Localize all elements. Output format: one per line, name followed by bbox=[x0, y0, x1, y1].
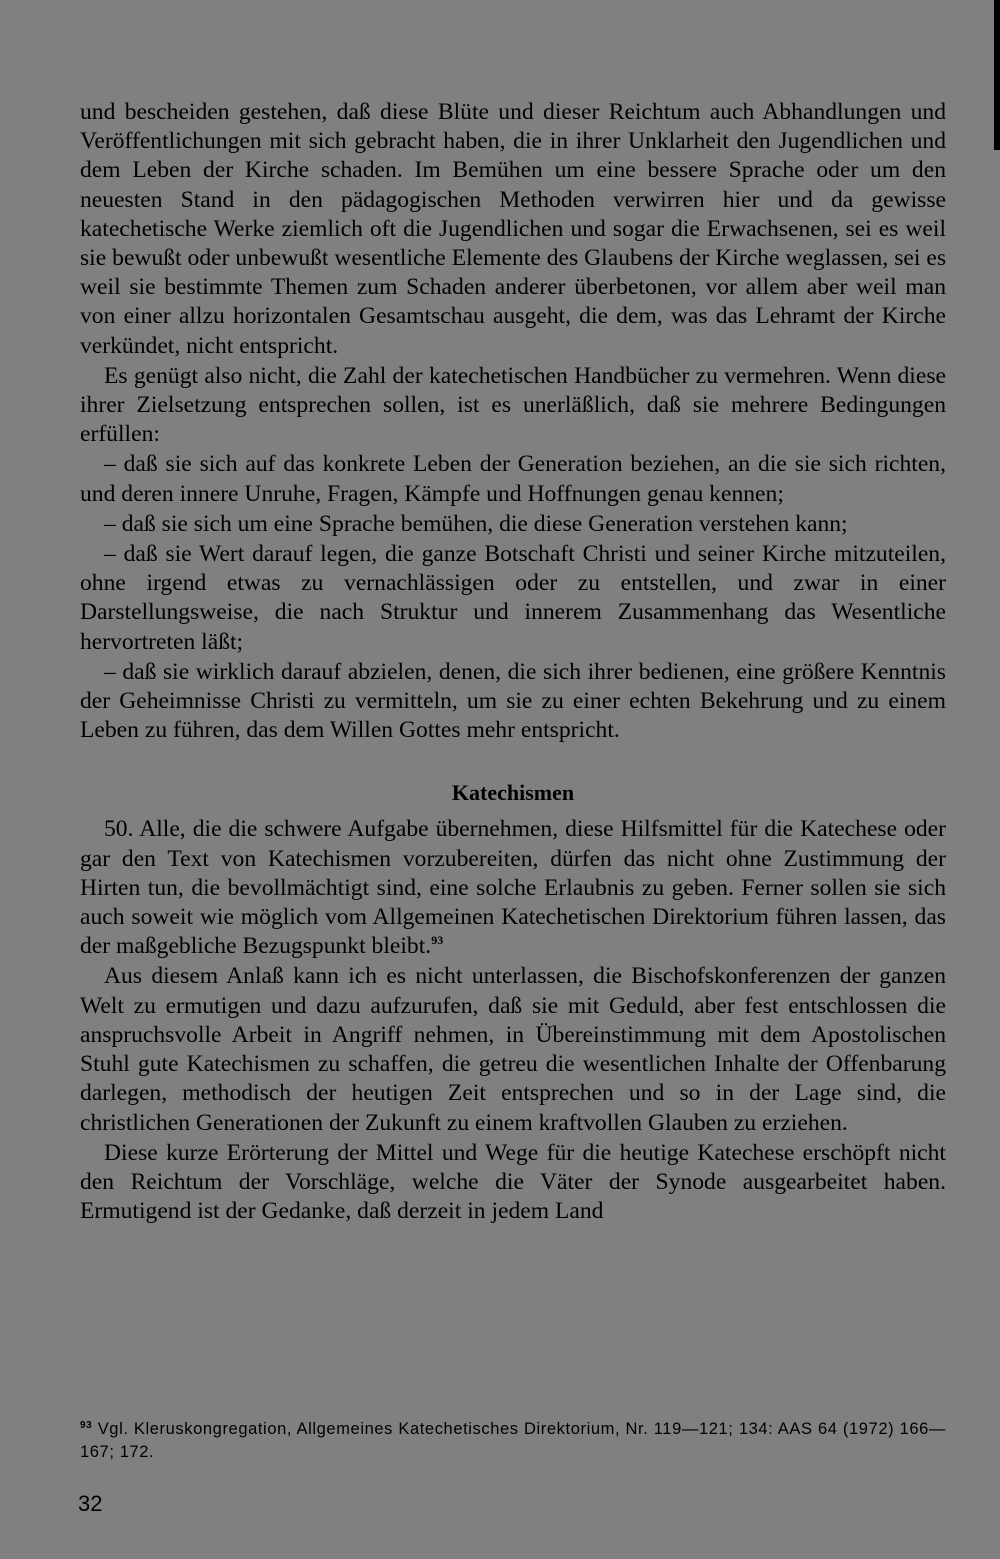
page-body bbox=[80, 98, 946, 1226]
footnote-reference: 93 bbox=[431, 933, 444, 948]
footnote-text: Vgl. Kleruskongregation, Allgemeines Katechetisches Direktorium, Nr. 119—121; 134: AAS 64 (1972) 166—167; 172. bbox=[80, 1420, 946, 1461]
footnote bbox=[80, 1418, 946, 1464]
paragraph-continuation: und bescheiden gestehen, daß diese Blüte und dieser Reichtum auch Abhandlungen und Veröffentlichungen mit sich gebracht haben, die in ihrer Unklarheit den Jugendlichen und dem Leben der Kirche schaden. Im Bemühen um eine bessere Sprache oder um den neuesten Stand in den pädagogischen Methoden verwirren hier und da gewisse katechetische Werke ziemlich oft die Jugendlichen und sogar die Erwachsenen, sei es weil sie bewußt oder unbewußt wesentliche Elemente des Glaubens der Kirche weglassen, sei es weil sie bestimmte Themen zum Schaden anderer überbetonen, vor allem aber weil man von einer allzu horizontalen Gesamtschau ausgeht, die dem, was das Lehramt der Kirche verkündet, nicht entspricht. bbox=[80, 99, 946, 359]
paragraph-eroerterung: Diese kurze Erörterung der Mittel und Wege für die heutige Katechese erschöpft nicht den Reichtum der Vorschläge, welche die Väter der Synode ausgearbeitet haben. Ermutigend ist der Gedanke, daß derzeit in jedem Land bbox=[80, 1139, 946, 1225]
page-edge-mark bbox=[994, 0, 1000, 150]
paragraph-50-text: 50. Alle, die die schwere Aufgabe übernehmen, diese Hilfsmittel für die Katechese oder gar den Text von Katechismen vorzubereiten, dürfen das nicht ohne Zustimmung der Hirten tun, die bevollmächtigt sind, eine solche Erlaubnis zu geben. Ferner sollen sie sich auch soweit wie möglich vom Allgemeinen Katechetischen Direktorium führen lassen, das der maßgebliche Bezugspunkt bleibt. bbox=[80, 816, 946, 960]
list-item-condition-2: – daß sie sich um eine Sprache bemühen, die diese Generation verstehen kann; bbox=[104, 510, 848, 537]
paragraph-handbuecher: Es genügt also nicht, die Zahl der katechetischen Handbücher zu vermehren. Wenn diese ihrer Zielsetzung entsprechen sollen, ist es unerläßlich, daß sie mehrere Bedingungen erfüllen: bbox=[80, 362, 946, 448]
paragraph-50 bbox=[80, 815, 946, 961]
list-item-condition-4: – daß sie wirklich darauf abzielen, denen, die sich ihrer bedienen, eine größere Kenntnis der Geheimnisse Christi zu vermitteln, um sie zu einer echten Bekehrung und zu einem Leben zu führen, das dem Willen Gottes mehr entspricht. bbox=[80, 658, 946, 744]
list-item-condition-3: – daß sie Wert darauf legen, die ganze Botschaft Christi und seiner Kirche mitzuteilen, ohne irgend etwas zu vernachlässigen oder zu entstellen, und zwar in einer Darstellungsweise, die nach Struktur und innerem Zusammenhang das Wesentliche hervortreten läßt; bbox=[80, 541, 946, 655]
paragraph-bischofskonferenzen: Aus diesem Anlaß kann ich es nicht unterlassen, die Bischofskonferenzen der ganzen Welt zu ermutigen und dazu aufzurufen, daß sie mit Geduld, aber fest entschlossen die anspruchsvolle Arbeit in Angriff nehmen, in Übereinstimmung mit dem Apostolischen Stuhl gute Katechismen zu schaffen, die getreu die wesentlichen Inhalte der Offenbarung darlegen, methodisch der heutigen Zeit entsprechen und so in der Lage sind, die christlichen Generationen der Zukunft zu einem kraftvollen Glauben zu erziehen. bbox=[80, 963, 946, 1136]
list-item-condition-1: – daß sie sich auf das konkrete Leben der Generation beziehen, an die sie sich richten, und deren innere Unruhe, Fragen, Kämpfe und Hoffnungen genau kennen; bbox=[80, 451, 946, 507]
section-heading: Katechismen bbox=[451, 780, 575, 806]
footnote-number: 93 bbox=[80, 1420, 93, 1431]
page-number: 32 bbox=[78, 1491, 103, 1516]
